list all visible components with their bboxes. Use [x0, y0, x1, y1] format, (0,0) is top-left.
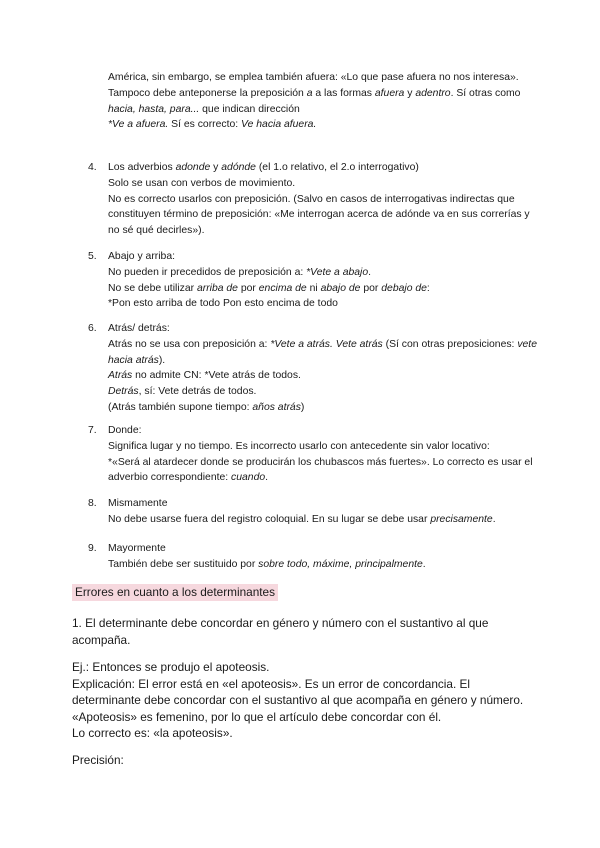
list-number: 8.	[88, 498, 97, 509]
example-paragraph	[72, 659, 532, 742]
list-number: 6.	[88, 323, 97, 334]
precision-label: Precisión:	[72, 753, 124, 767]
list-item-8: 8. Mismamente No debe usarse fuera del registro coloquial. En su lugar se debe usar precisamente.	[88, 498, 496, 525]
list-number: 5.	[88, 251, 97, 262]
intro-paragraph	[108, 70, 538, 133]
list-item-6: 6. Atrás/ detrás: Atrás no se usa con preposición a: *Vete a atrás. Vete atrás (Sí con otras preposiciones: vete hacia atrás). Atrás no admite CN: *Vete atrás de todos. Detrás, sí: Vete detrás de todos. (Atrás también supone tiempo: años atrás)	[88, 323, 537, 413]
correct-form: Lo correcto es: «la apoteosis».	[72, 726, 233, 741]
list-item-7: 7. Donde: Significa lugar y no tiempo. Es incorrecto usarlo con antecedente sin valor locativo: *«Será al atardecer donde se producirán los chubascos más fuertes». Lo correcto es usar el adverbio correspondiente: cuando.	[88, 425, 533, 484]
list-item-5: 5. Abajo y arriba: No pueden ir precedidos de preposición a: *Vete a abajo. No se debe utilizar arriba de por encima de ni abajo de por debajo de: *Pon esto arriba de todo Pon esto encima de todo	[88, 251, 430, 310]
explanation-text: Explicación: El error está en «el apoteosis». Es un error de concordancia. El determinante debe concordar con el sustantivo al que acompaña en género y número. «Apoteosis» es femenino, por lo que el artículo debe concordar con él.	[72, 676, 524, 724]
intro-line-3: *Ve a afuera. Sí es correcto: Ve hacia afuera.	[108, 119, 317, 131]
list-number: 7.	[88, 425, 97, 436]
list-item-9: 9. Mayormente También debe ser sustituido por sobre todo, máxime, principalmente.	[88, 543, 426, 570]
intro-line-2: Tampoco debe anteponerse la preposición a a las formas afuera y adentro. Sí otras como hacia, hasta, para... que indican dirección	[108, 87, 521, 115]
intro-line-1: América, sin embargo, se emplea también afuera: «Lo que pase afuera no nos interesa».	[108, 72, 519, 83]
rule-paragraph: 1. El determinante debe concordar en género y número con el sustantivo al que acompaña.	[72, 616, 489, 647]
section-heading: Errores en cuanto a los determinantes	[72, 584, 278, 601]
list-number: 9.	[88, 543, 97, 554]
example-line: Ej.: Entonces se produjo el apoteosis.	[72, 660, 270, 674]
list-item-4: 4. Los adverbios adonde y adónde (el 1.o relativo, el 2.o interrogativo) Solo se usan con verbos de movimiento. No es correcto usarlos con preposición. (Salvo en casos de interrogativas indirectas que constituyen término de preposición: «Me interrogan acerca de adónde va en sus correrías y no sé qué decirles»).	[88, 162, 530, 237]
list-number: 4.	[88, 162, 97, 173]
